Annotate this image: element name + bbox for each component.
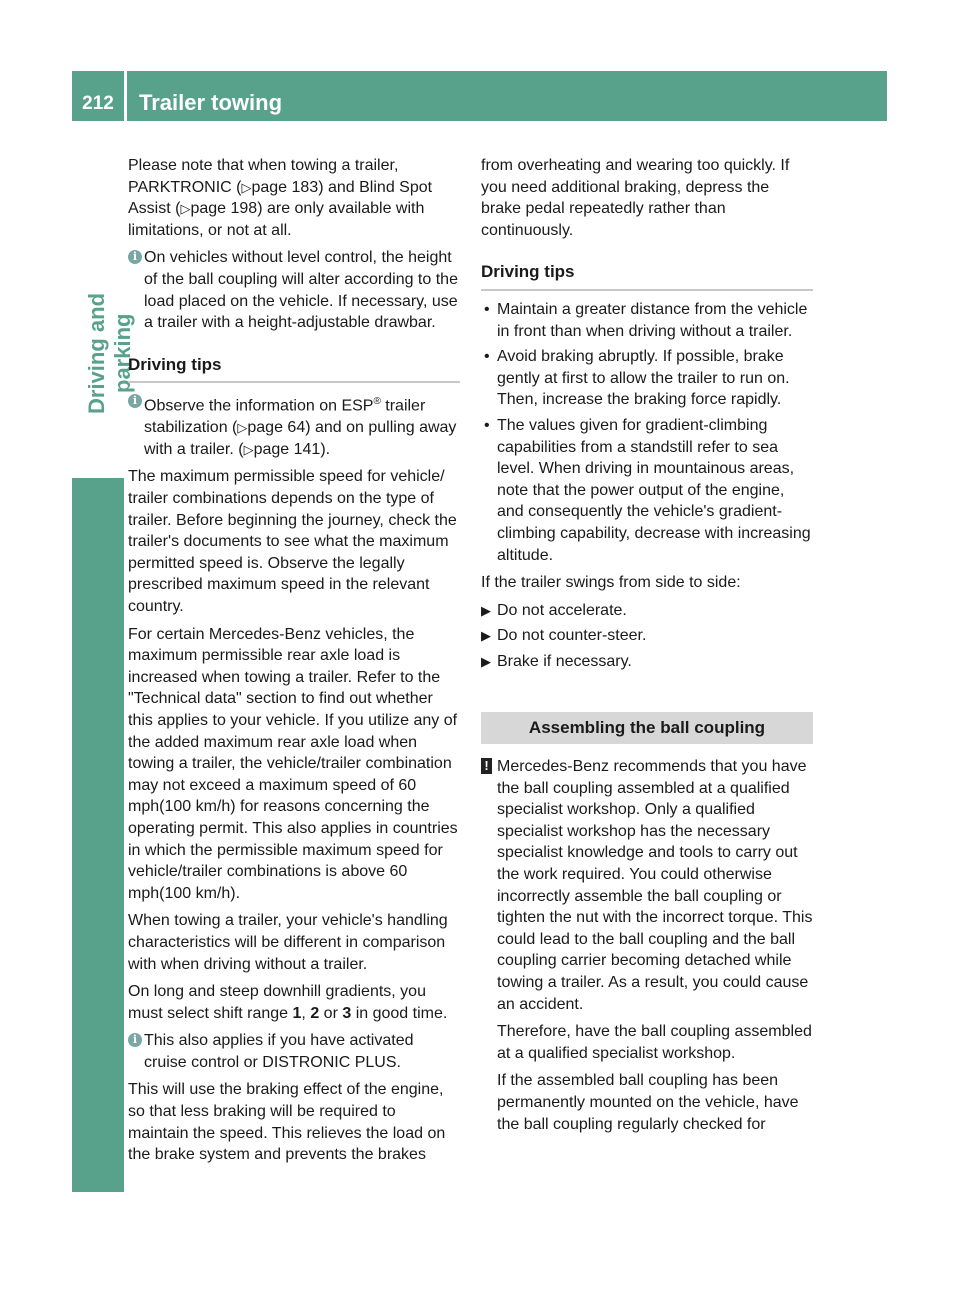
page-ref-arrow-icon: ▷: [180, 201, 191, 217]
info-icon: i: [128, 250, 142, 264]
step-arrow-icon: ▶: [481, 602, 491, 618]
step-item: ▶ Do not counter-steer.: [481, 625, 813, 647]
warning-icon: !: [481, 758, 492, 774]
right-column: [481, 155, 813, 1141]
section-heading-driving-tips: Driving tips: [128, 354, 460, 384]
page-number-box: [72, 71, 124, 121]
side-tab-label: Driving and parking: [84, 292, 135, 414]
left-column: [128, 155, 460, 1172]
section-heading-ball-coupling: Assembling the ball coupling: [481, 712, 813, 744]
page-number: 212: [82, 93, 114, 114]
paragraph-handling: When towing a trailer, your vehicle's handling characteristics will be different in comparison with when driving without a trailer.: [128, 912, 448, 973]
page-ref-arrow-icon: ▷: [243, 441, 254, 457]
list-item: • Avoid braking abruptly. If possible, brake gently at first to allow the trailer to run on. Then, increase the braking force rapidly.: [481, 346, 813, 411]
paragraph-overheating: from overheating and wearing too quickly. If you need additional braking, depress the brake pedal repeatedly rather than continuously.: [481, 157, 790, 239]
page-ref-link[interactable]: page 198: [190, 200, 258, 218]
paragraph-swing-intro: If the trailer swings from side to side:: [481, 574, 741, 592]
page-ref-arrow-icon: ▷: [241, 179, 252, 195]
paragraph-parktronic: Please note that when towing a trailer, PARKTRONIC (▷page 183) and Blind Spot Assist (▷page 198) are only available with limitations, or not at all.: [128, 157, 433, 239]
list-item: • The values given for gradient-climbing capabilities from a standstill refer to sea level. When driving in mountainous areas, note that the power output of the engine, and consequently the vehicle's gradient-climbing capability, decrease with increasing altitude.: [481, 415, 813, 566]
info-note-esp: i Observe the information on ESP® trailer stabilization (▷page 64) and on pulling away with a trailer. (▷page 141).: [128, 391, 460, 460]
paragraph-max-speed: The maximum permissible speed for vehicle/ trailer combinations depends on the type of trailer. Before beginning the journey, check the trailer's documents to see what the maximum permitted speed is. Observe the legally prescribed maximum speed in the relevant country.: [128, 468, 457, 616]
page-ref-link[interactable]: page 64: [247, 419, 306, 437]
header-bar: [127, 71, 887, 121]
step-item: ▶ Brake if necessary.: [481, 651, 813, 673]
paragraph-warning-permanent: If the assembled ball coupling has been permanently mounted on the vehicle, have the ball coupling regularly checked for: [497, 1072, 799, 1133]
section-heading-driving-tips-2: Driving tips: [481, 261, 813, 291]
page-title: Trailer towing: [139, 90, 283, 115]
paragraph-engine-braking: This will use the braking effect of the engine, so that less braking will be required to maintain the speed. This relieves the load on the brake system and prevents the brakes: [128, 1081, 446, 1164]
paragraph-shift-range: On long and steep downhill gradients, you must select shift range 1, 2 or 3 in good time.: [128, 983, 448, 1022]
page-ref-link[interactable]: page 141: [253, 440, 321, 458]
paragraph-rear-axle: For certain Mercedes-Benz vehicles, the maximum permissible rear axle load is increased when towing a trailer. Refer to the "Technical data" section to find out whether this applies to your vehicle. If you utilize any of the added maximum rear axle load when towing a trailer, the vehicle/trailer combination may not exceed a maximum speed of 60 mph(100 km/h) for reasons concerning the operating permit. This also applies in countries in which the permissible maximum speed for vehicle/trailer combinations is above 60 mph(100 km/h).: [128, 625, 458, 902]
info-note-level-control: i On vehicles without level control, the height of the ball coupling will alter according to the load placed on the vehicle. If necessary, use a trailer with a height-adjustable drawbar.: [128, 247, 460, 333]
info-note-cruise-control: i This also applies if you have activated cruise control or DISTRONIC PLUS.: [128, 1030, 460, 1073]
swing-steps-list: [481, 600, 813, 673]
side-tab-block: [72, 478, 124, 1192]
warning-note-ball-coupling: ! Mercedes-Benz recommends that you have the ball coupling assembled at a qualified specialist workshop. Only a qualified specialist workshop has the necessary specialist knowledge and tools to carry out the work required. You could otherwise incorrectly assemble the ball coupling or tighten the nut with the incorrect torque. This could lead to the ball coupling and the ball coupling carrier becoming detached while towing a trailer. As a result, you could cause an accident.: [481, 756, 813, 1015]
step-arrow-icon: ▶: [481, 628, 491, 644]
page-ref-link[interactable]: page 183: [251, 178, 319, 196]
step-item: ▶ Do not accelerate.: [481, 600, 813, 622]
list-item: • Maintain a greater distance from the vehicle in front than when driving without a trailer.: [481, 299, 813, 342]
info-icon: i: [128, 394, 142, 408]
driving-tips-list: [481, 299, 813, 566]
paragraph-warning-therefore: Therefore, have the ball coupling assembled at a qualified specialist workshop.: [497, 1023, 812, 1062]
info-icon: i: [128, 1033, 142, 1047]
page-ref-arrow-icon: ▷: [237, 420, 248, 436]
step-arrow-icon: ▶: [481, 653, 491, 669]
